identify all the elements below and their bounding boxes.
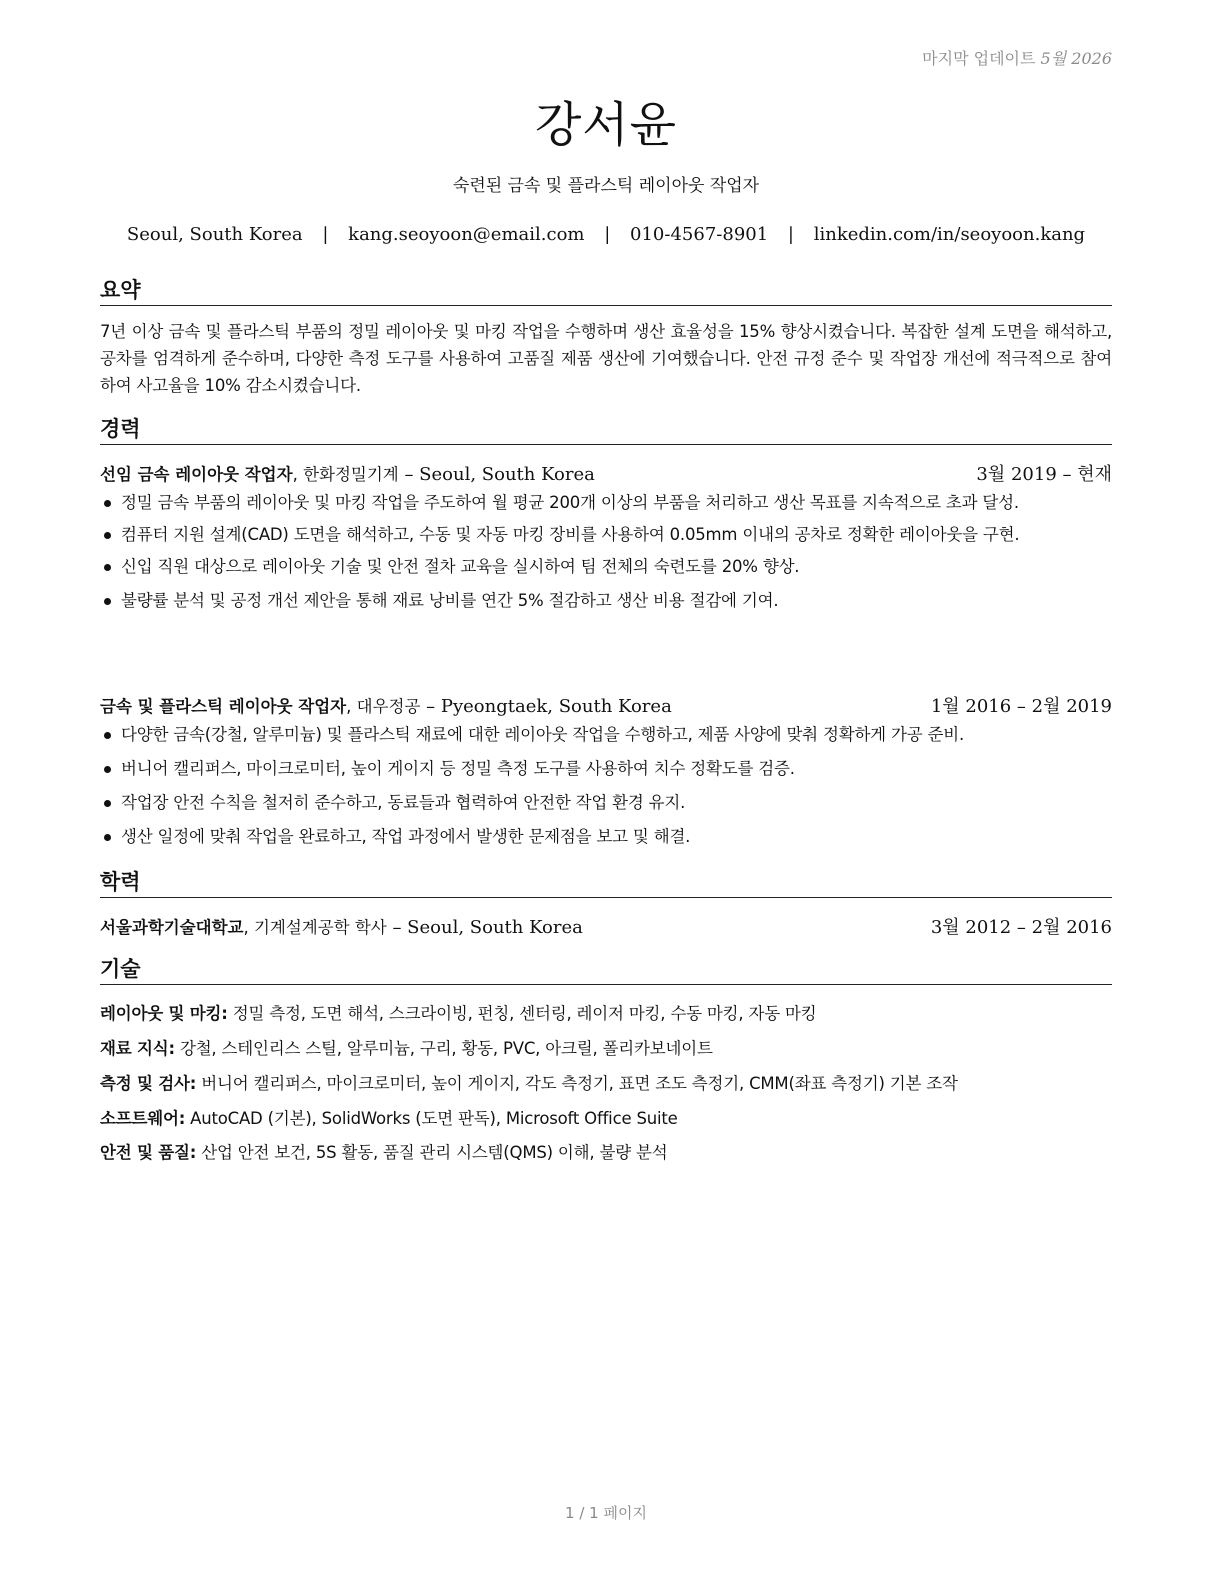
job-bullet: 작업장 안전 수칙을 철저히 준수하고, 동료들과 협력하여 안전한 작업 환경 유지. xyxy=(100,790,1112,816)
skill-label: 레이아웃 및 마킹: xyxy=(100,1004,228,1023)
last-updated xyxy=(922,46,1112,69)
job-bullet: 컴퓨터 지원 설계(CAD) 도면을 해석하고, 수동 및 자동 마킹 장비를 사용하여 0.05mm 이내의 공차로 정확한 레이아웃을 구현. xyxy=(100,522,1112,548)
candidate-headline: 숙련된 금속 및 플라스틱 레이아웃 작업자 xyxy=(452,176,760,196)
job-bullet: 생산 일정에 맞춰 작업을 완료하고, 작업 과정에서 발생한 문제점을 보고 및 해결. xyxy=(100,824,1112,850)
education-degree: 기계설계공학 학사 xyxy=(253,918,387,937)
skill-label: 측정 및 검사: xyxy=(100,1074,197,1093)
job-location: – Seoul, South Korea xyxy=(404,464,595,485)
job-dates: 3월 2019 – 현재 xyxy=(976,464,1112,485)
job-bullet: 정밀 금속 부품의 레이아웃 및 마킹 작업을 주도하여 월 평균 200개 이상의 부품을 처리하고 생산 목표를 지속적으로 초과 달성. xyxy=(100,490,1112,516)
contact-separator: | xyxy=(322,224,329,245)
job-header xyxy=(100,460,1112,486)
skill-value: AutoCAD (기본), SolidWorks (도면 판독), Microsoft Office Suite xyxy=(190,1109,678,1128)
skill-line xyxy=(100,1070,1112,1094)
skill-label: 안전 및 품질: xyxy=(100,1143,197,1162)
contact-email[interactable]: kang.seoyoon@email.com xyxy=(348,224,585,245)
contact-phone[interactable]: 010-4567-8901 xyxy=(630,224,769,245)
job-title-line: 금속 및 플라스틱 레이아웃 작업자, 대우정공 – Pyeongtaek, South Korea xyxy=(100,696,672,717)
contact-location: Seoul, South Korea xyxy=(126,224,303,245)
education-school: 서울과학기술대학교 xyxy=(100,918,244,937)
skill-line xyxy=(100,1000,1112,1024)
job-bullet: 신입 직원 대상으로 레이아웃 기술 및 안전 절차 교육을 실시하여 팀 전체의 숙련도를 20% 향상. xyxy=(100,554,1112,580)
job-role: 금속 및 플라스틱 레이아웃 작업자 xyxy=(100,697,347,716)
skill-line xyxy=(100,1105,1112,1129)
last-updated-label: 마지막 업데이트 xyxy=(922,49,1036,68)
section-title-skills: 기술 xyxy=(100,955,1112,985)
skill-line xyxy=(100,1139,1112,1163)
education-entry xyxy=(100,913,1112,939)
education-location: – Seoul, South Korea xyxy=(392,917,583,938)
job-role: 선임 금속 레이아웃 작업자 xyxy=(100,465,293,484)
skill-value: 산업 안전 보건, 5S 활동, 품질 관리 시스템(QMS) 이해, 불량 분석 xyxy=(201,1143,668,1162)
skill-label: 소프트웨어: xyxy=(100,1109,186,1128)
resume-page xyxy=(100,0,1112,1584)
education-dates: 3월 2012 – 2월 2016 xyxy=(930,917,1112,938)
job-location: – Pyeongtaek, South Korea xyxy=(426,696,672,717)
last-updated-month: 5월 xyxy=(1040,49,1067,68)
last-updated-year: 2026 xyxy=(1071,49,1112,68)
job-header xyxy=(100,692,1112,718)
candidate-name: 강서윤 xyxy=(534,97,678,153)
skill-label: 재료 지식: xyxy=(100,1039,175,1058)
section-title-experience: 경력 xyxy=(100,415,1112,445)
skill-value: 정밀 측정, 도면 해석, 스크라이빙, 펀칭, 센터링, 레이저 마킹, 수동 마킹, 자동 마킹 xyxy=(232,1004,817,1023)
job-company: 한화정밀기계 xyxy=(303,465,399,484)
job-bullet: 다양한 금속(강철, 알루미늄) 및 플라스틱 재료에 대한 레이아웃 작업을 수행하고, 제품 사양에 맞춰 정확하게 가공 준비. xyxy=(100,722,1112,748)
section-title-education: 학력 xyxy=(100,868,1112,898)
job-dates: 1월 2016 – 2월 2019 xyxy=(930,696,1112,717)
contact-separator: | xyxy=(787,224,794,245)
job-bullets xyxy=(100,722,1112,850)
summary-text: 7년 이상 금속 및 플라스틱 부품의 정밀 레이아웃 및 마킹 작업을 수행하며 생산 효율성을 15% 향상시켰습니다. 복잡한 설계 도면을 해석하고, 공차를 엄격하게 준수하며, 다양한 측정 도구를 사용하여 고품질 제품 생산에 기여했습니다. 안전 규정 준수 및 작업장 개선에 적극적으로 참여하여 사고율을 10% 감소시켰습니다. xyxy=(100,322,1112,395)
job-bullets xyxy=(100,490,1112,614)
job-bullet: 버니어 캘리퍼스, 마이크로미터, 높이 게이지 등 정밀 측정 도구를 사용하여 치수 정확도를 검증. xyxy=(100,756,1112,782)
skill-value: 버니어 캘리퍼스, 마이크로미터, 높이 게이지, 각도 측정기, 표면 조도 측정기, CMM(좌표 측정기) 기본 조작 xyxy=(201,1074,958,1093)
skill-line xyxy=(100,1035,1112,1059)
education-line: 서울과학기술대학교, 기계설계공학 학사 – Seoul, South Korea xyxy=(100,917,583,938)
job-company: 대우정공 xyxy=(356,697,421,716)
contact-line xyxy=(100,224,1112,245)
job-title-line: 선임 금속 레이아웃 작업자, 한화정밀기계 – Seoul, South Korea xyxy=(100,464,595,485)
contact-linkedin[interactable]: linkedin.com/in/seoyoon.kang xyxy=(813,224,1086,245)
contact-separator: | xyxy=(604,224,611,245)
job-bullet: 불량률 분석 및 공정 개선 제안을 통해 재료 낭비를 연간 5% 절감하고 생산 비용 절감에 기여. xyxy=(100,588,1112,614)
section-title-summary: 요약 xyxy=(100,276,1112,306)
skill-value: 강철, 스테인리스 스틸, 알루미늄, 구리, 황동, PVC, 아크릴, 폴리카보네이트 xyxy=(179,1039,713,1058)
page-number: 1 / 1 페이지 xyxy=(565,1504,647,1522)
